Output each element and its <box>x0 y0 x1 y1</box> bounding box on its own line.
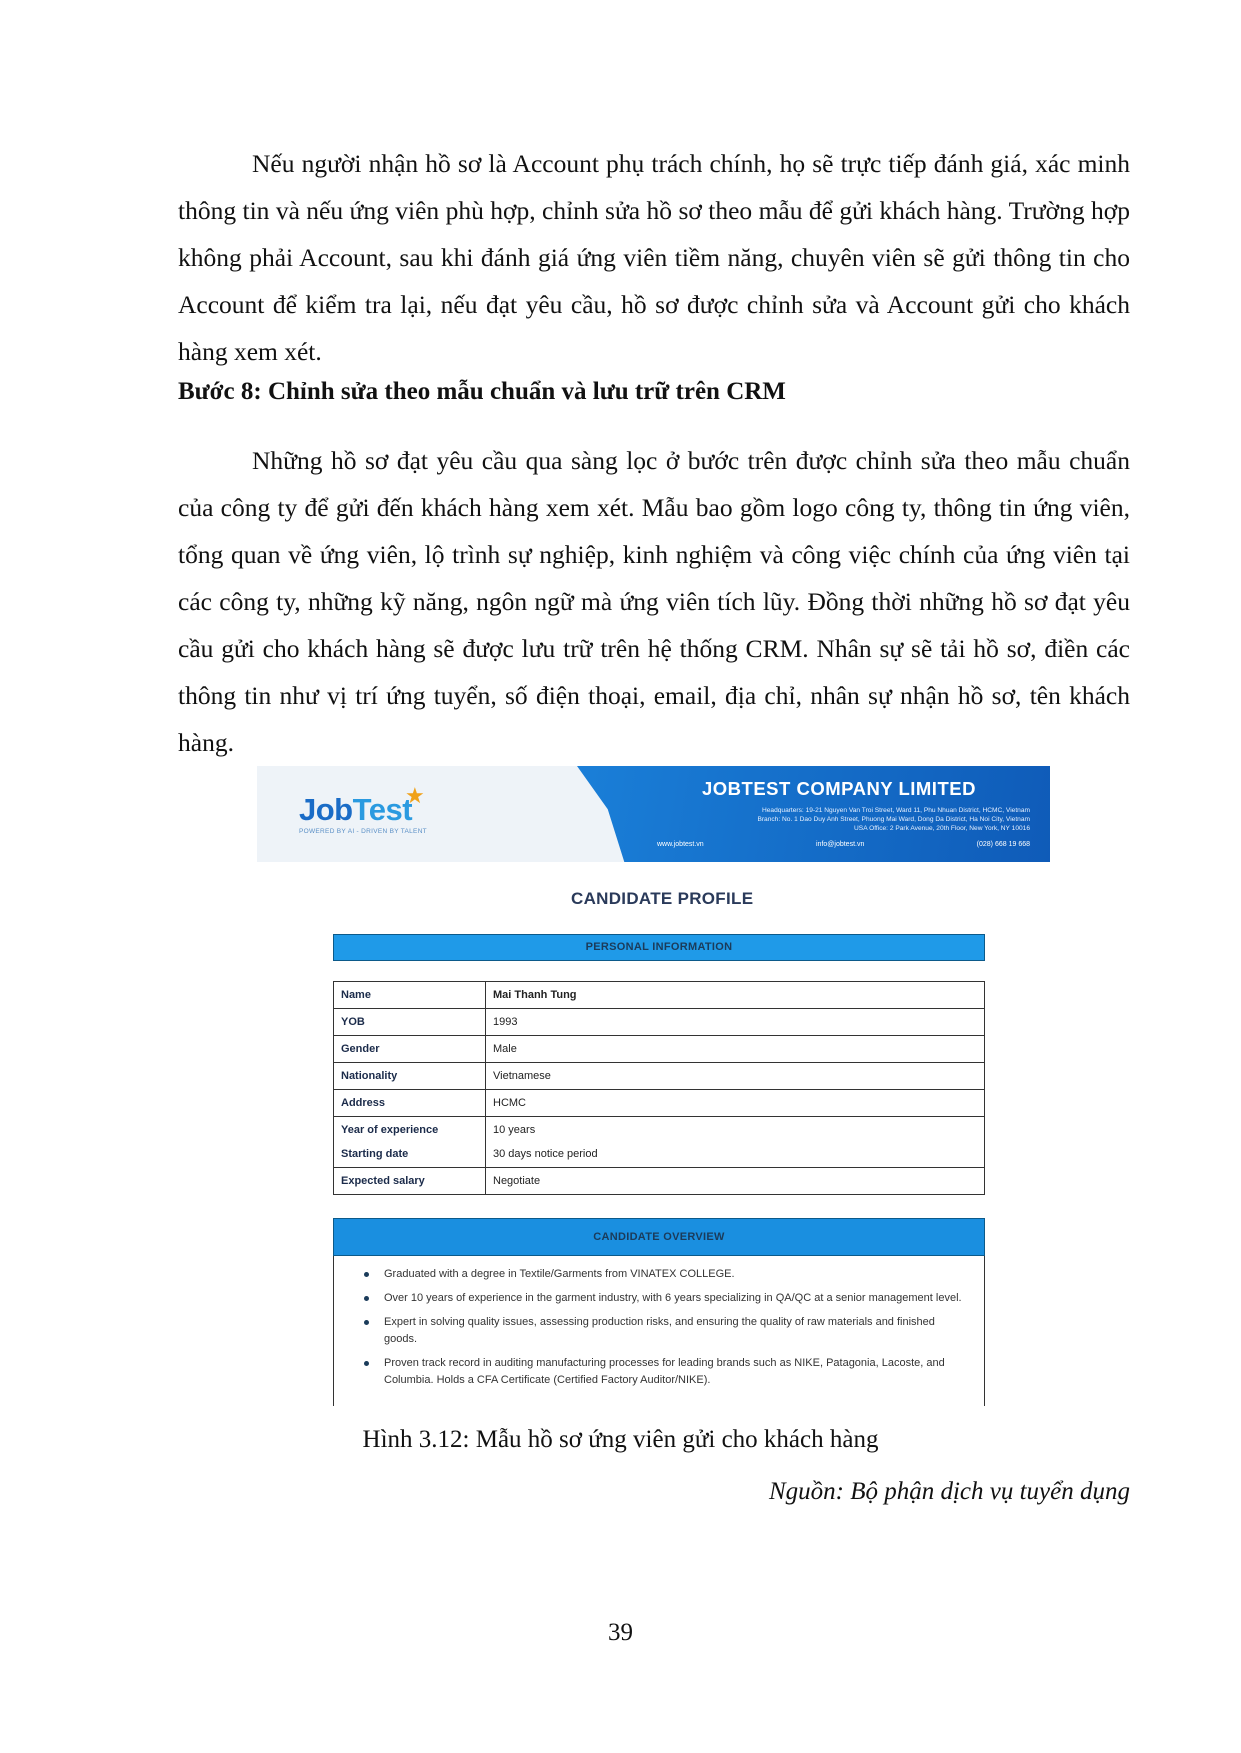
company-logo <box>299 792 412 828</box>
address-line: Branch: No. 1 Dao Duy Anh Street, Phuong Mai Ward, Dong Da District, Ha Noi City, Vietnam <box>757 816 1030 824</box>
row-value: HCMC <box>486 1090 985 1117</box>
personal-info-table <box>333 981 985 1195</box>
page-number: 39 <box>608 1619 633 1646</box>
address-line: USA Office: 2 Park Avenue, 20th Floor, New York, NY 10016 <box>854 825 1030 833</box>
row-value: 10 years <box>493 1124 536 1136</box>
row-value: Male <box>486 1036 985 1063</box>
company-address <box>667 806 1030 834</box>
logo-text-test: Test <box>352 792 413 827</box>
row-value: Vietnamese <box>486 1063 985 1090</box>
table-row <box>334 1168 985 1195</box>
row-value: 1993 <box>486 1009 985 1036</box>
star-icon: ★ <box>405 784 425 809</box>
candidate-overview <box>333 1256 985 1406</box>
row-label-group <box>334 1117 486 1168</box>
row-value-group <box>486 1117 985 1168</box>
company-website: www.jobtest.vn <box>657 841 704 848</box>
row-value: Mai Thanh Tung <box>486 982 985 1009</box>
logo-text-job: Job <box>299 792 353 827</box>
candidate-overview-header: CANDIDATE OVERVIEW <box>333 1218 985 1256</box>
table-row <box>334 1009 985 1036</box>
company-phone: (028) 668 19 668 <box>976 841 1030 848</box>
body-paragraph-1: Nếu người nhận hồ sơ là Account phụ trách chính, họ sẽ trực tiếp đánh giá, xác minh thông tin và nếu ứng viên phù hợp, chỉnh sửa hồ sơ theo mẫu để gửi khách hàng. Trường hợp không phải Account, sau khi đánh giá ứng viên tiềm năng, chuyên viên sẽ gửi thông tin cho Account để kiểm tra lại, nếu đạt yêu cầu, hồ sơ được chỉnh sửa và Account gửi cho khách hàng xem xét. <box>178 149 1130 366</box>
row-label: Expected salary <box>334 1168 486 1195</box>
list-item: Expert in solving quality issues, assessing production risks, and ensuring the quality of raw materials and finished goods. <box>352 1314 970 1348</box>
table-row <box>334 1063 985 1090</box>
logo-tagline: POWERED BY AI - DRIVEN BY TALENT <box>299 828 427 835</box>
section-heading: Bước 8: Chỉnh sửa theo mẫu chuẩn và lưu trữ trên CRM <box>178 378 786 405</box>
figure-source: Nguồn: Bộ phận dịch vụ tuyển dụng <box>768 1478 1130 1505</box>
row-label: YOB <box>334 1009 486 1036</box>
list-item: Proven track record in auditing manufacturing processes for leading brands such as NIKE, Patagonia, Lacoste, and Columbia. Holds a CFA Certificate (Certified Factory Auditor/NIKE). <box>352 1355 970 1389</box>
overview-list <box>352 1266 970 1396</box>
company-banner <box>257 766 1050 862</box>
profile-title: CANDIDATE PROFILE <box>571 889 754 908</box>
row-label: Name <box>334 982 486 1009</box>
table-row <box>334 1090 985 1117</box>
row-label: Year of experience <box>341 1124 439 1136</box>
row-label: Starting date <box>341 1148 409 1160</box>
list-item: Graduated with a degree in Textile/Garments from VINATEX COLLEGE. <box>352 1266 970 1283</box>
row-value: 30 days notice period <box>493 1148 598 1160</box>
address-line: Headquarters: 19-21 Nguyen Van Troi Street, Ward 11, Phu Nhuan District, HCMC, Vietnam <box>761 807 1030 814</box>
company-contact <box>657 841 1030 848</box>
company-email: info@jobtest.vn <box>816 841 865 848</box>
row-value: Negotiate <box>486 1168 985 1195</box>
table-row <box>334 1117 985 1168</box>
row-label: Nationality <box>334 1063 486 1090</box>
company-name: JOBTEST COMPANY LIMITED <box>702 778 976 799</box>
personal-info-header: PERSONAL INFORMATION <box>333 934 985 961</box>
body-paragraph-2: Những hồ sơ đạt yêu cầu qua sàng lọc ở bước trên được chỉnh sửa theo mẫu chuẩn của công ty để gửi đến khách hàng xem xét. Mẫu bao gồm logo công ty, thông tin ứng viên, tổng quan về ứng viên, lộ trình sự nghiệp, kinh nghiệm và công việc chính của ứng viên tại các công ty, những kỹ năng, ngôn ngữ mà ứng viên tích lũy. Đồng thời những hồ sơ đạt yêu cầu gửi cho khách hàng sẽ được lưu trữ trên hệ thống CRM. Nhân sự sẽ tải hồ sơ, điền các thông tin như vị trí ứng tuyển, số điện thoại, email, địa chỉ, nhân sự nhận hồ sơ, tên khách hàng. <box>178 446 1130 757</box>
row-label: Gender <box>334 1036 486 1063</box>
figure-caption: Hình 3.12: Mẫu hồ sơ ứng viên gửi cho khách hàng <box>362 1426 879 1453</box>
table-row <box>334 982 985 1009</box>
table-row <box>334 1036 985 1063</box>
list-item: Over 10 years of experience in the garment industry, with 6 years specializing in QA/QC at a senior management level. <box>352 1290 970 1307</box>
row-label: Address <box>334 1090 486 1117</box>
